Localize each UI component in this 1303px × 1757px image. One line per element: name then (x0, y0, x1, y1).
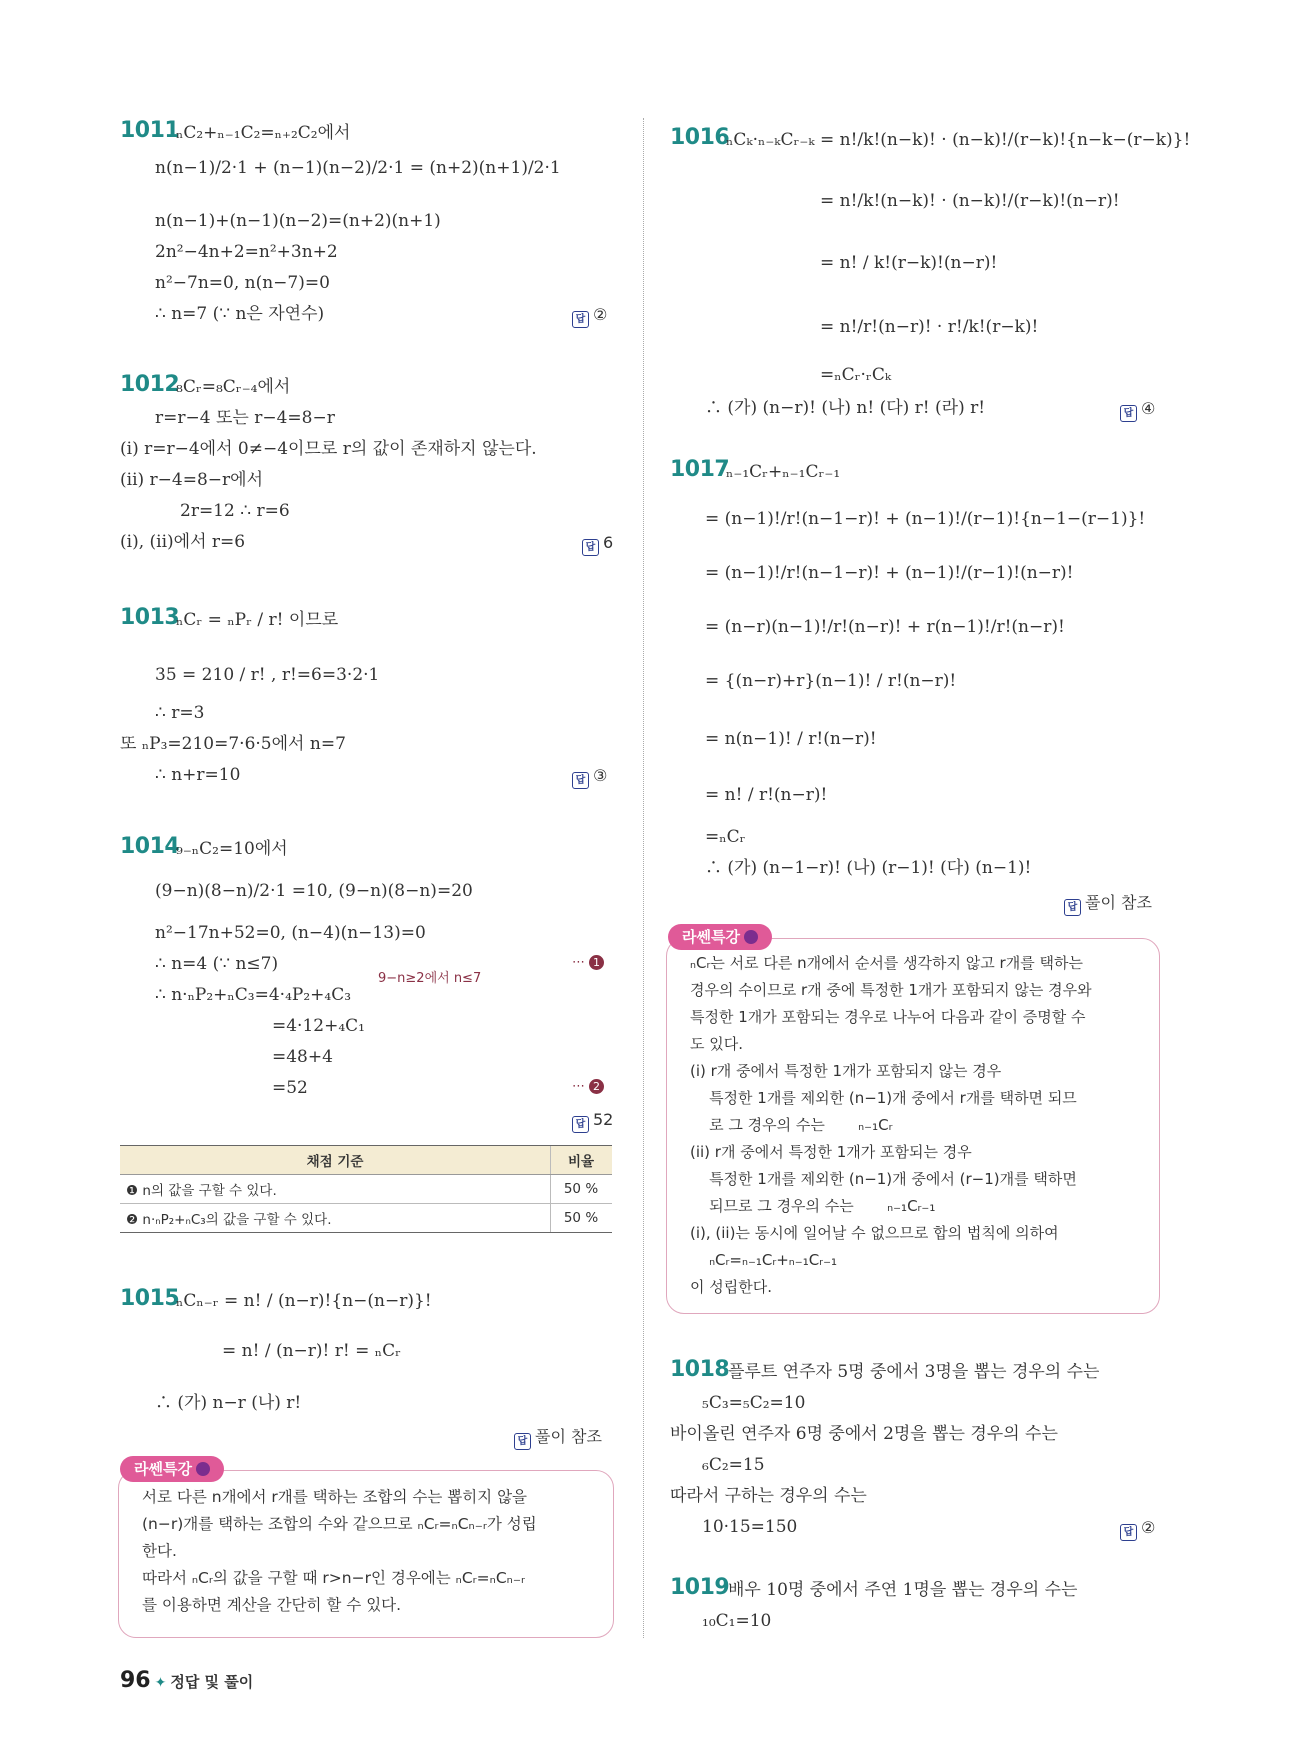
solution-line: = n! / r!(n−r)! (705, 785, 828, 805)
page-footer: 96 ✦ 정답 및 풀이 (120, 1668, 254, 1693)
solution-line: ∴ (가) (n−r)! (나) n! (다) r! (라) r! (705, 398, 986, 418)
answer-icon: 답 (572, 311, 589, 328)
step-marker-1: ⋯ 1 (572, 955, 604, 970)
solution-line: = n!/k!(n−k)! · (n−k)!/(r−k)!(n−r)! (820, 191, 1120, 211)
step-marker-2: ⋯ 2 (572, 1079, 604, 1094)
grading-header-ratio: 비율 (551, 1146, 613, 1175)
grading-header-criteria: 채점 기준 (120, 1146, 551, 1175)
solution-line: = (n−1)!/r!(n−1−r)! + (n−1)!/(r−1)!(n−r)! (705, 563, 1074, 583)
problem-number-1015: 1015 (120, 1286, 180, 1311)
lecture-tag-1: 라쎈특강 (120, 1456, 224, 1482)
solution-line: n²−7n=0, n(n−7)=0 (155, 273, 330, 293)
solution-line: ₉₋ₙC₂=10에서 (176, 839, 288, 859)
solution-line: (i) r=r−4에서 0≠−4이므로 r의 값이 존재하지 않는다. (120, 439, 537, 459)
solution-line: ∴ n=7 (∵ n은 자연수) (155, 304, 325, 324)
lecture-text-2: ₙCᵣ는 서로 다른 n개에서 순서를 생각하지 않고 r개를 택하는 경우의 수이므로 r개 중에 특정한 1개가 포함되지 않는 경우와 특정한 1개가 포함되는 경우로 나누어 다음과 같이 증명할 수 도 있다. (i) r개 중에서 특정한 1개가 포함되지 않는 경우 특정한 1개를 제외한 (n−1)개 중에서 r개를 택하면 되므 로 그 경우의 수는 ₙ₋₁Cᵣ (ii) r개 중에서 특정한 1개가 포함되는 경우 특정한 1개를 제외한 (n−1)개 중에서 (r−1)개를 택하면 되므로 그 경우의 수는 ₙ₋₁Cᵣ₋₁ (i), (ii)는 동시에 일어날 수 없으므로 합의 법칙에 의하여 ₙCᵣ=ₙ₋₁Cᵣ+ₙ₋₁Cᵣ₋₁ 이 성립한다. (690, 954, 1092, 1296)
answer-icon: 답 (1120, 405, 1137, 422)
solution-line: ∴ r=3 (155, 703, 205, 723)
solution-line: ₅C₃=₅C₂=10 (702, 1393, 806, 1413)
grading-table (120, 1145, 612, 1233)
lecture-tag-2: 라쎈특강 (668, 924, 772, 950)
solution-line: r=r−4 또는 r−4=8−r (155, 408, 335, 428)
solution-line: ∴ n=4 (∵ n≤7) (155, 954, 279, 974)
problem-number-1011: 1011 (120, 118, 180, 143)
solution-line: 또 ₙP₃=210=7·6·5에서 n=7 (120, 734, 346, 754)
solution-line: n²−17n+52=0, (n−4)(n−13)=0 (155, 923, 426, 943)
problem-number-1013: 1013 (120, 605, 180, 630)
solution-line: = (n−1)!/r!(n−1−r)! + (n−1)!/(r−1)!{n−1−(r−1)}! (705, 509, 1146, 529)
solution-line: (9−n)(8−n)/2·1 =10, (9−n)(8−n)=20 (155, 881, 473, 901)
table-row: ❶ n의 값을 구할 수 있다. 50 % (120, 1175, 612, 1204)
solution-line: n(n−1)/2·1 + (n−1)(n−2)/2·1 = (n+2)(n+1)/2·1 (155, 158, 561, 178)
solution-line: ∴ n·ₙP₂+ₙC₃=4·₄P₂+₄C₃ (155, 985, 352, 1005)
answer-1014: 답 52 (572, 1110, 613, 1133)
solution-line: = n! / (n−r)! r! = ₙCᵣ (222, 1341, 402, 1361)
footer-label: 정답 및 풀이 (170, 1673, 254, 1691)
lecture-text-1: 서로 다른 n개에서 r개를 택하는 조합의 수는 뽑히지 않을 (n−r)개를 택하는 조합의 수와 같으므로 ₙCᵣ=ₙCₙ₋ᵣ가 성립 한다. 따라서 ₙCᵣ의 값을 구할 때 r>n−r인 경우에는 ₙCᵣ=ₙCₙ₋ᵣ 를 이용하면 계산을 간단히 할 수 있다. (142, 1488, 537, 1614)
solution-line: n(n−1)+(n−1)(n−2)=(n+2)(n+1) (155, 211, 441, 231)
solution-line: (ii) r−4=8−r에서 (120, 470, 264, 490)
column-divider (643, 118, 644, 1638)
solution-line: ₙCᵣ = ₙPᵣ / r! 이므로 (176, 610, 339, 630)
problem-number-1016: 1016 (670, 125, 730, 150)
solution-line: ∴ (가) n−r (나) r! (155, 1393, 302, 1413)
solution-line: = n! / k!(r−k)!(n−r)! (820, 253, 998, 273)
solution-line: =ₙCᵣ·ᵣCₖ (820, 365, 892, 385)
answer-1013: 답 ③ (572, 766, 607, 789)
answer-1011: 답 ② (572, 305, 607, 328)
answer-icon: 답 (514, 1433, 531, 1450)
answer-1015: 답 풀이 참조 (514, 1424, 602, 1450)
solution-line: =ₙCᵣ (705, 827, 746, 847)
solution-line: ₙC₂+ₙ₋₁C₂=ₙ₊₂C₂에서 (176, 123, 351, 143)
solution-line: (i), (ii)에서 r=6 (120, 532, 246, 552)
solution-line: 따라서 구하는 경우의 수는 (670, 1486, 867, 1506)
solution-line: =52 (272, 1078, 308, 1098)
solution-line: = n!/r!(n−r)! · r!/k!(r−k)! (820, 317, 1039, 337)
solution-line: ₙCₙ₋ᵣ = n! / (n−r)!{n−(n−r)}! (176, 1291, 432, 1311)
problem-number-1017: 1017 (670, 457, 730, 482)
solution-line: 배우 10명 중에서 주연 1명을 뽑는 경우의 수는 (728, 1580, 1078, 1600)
solution-line: =4·12+₄C₁ (272, 1016, 365, 1036)
solution-line: ₈Cᵣ=₈Cᵣ₋₄에서 (176, 377, 291, 397)
answer-icon: 답 (1120, 1524, 1137, 1541)
condition-note: 9−n≥2에서 n≤7 (378, 971, 482, 986)
page-number: 96 (120, 1668, 151, 1693)
problem-number-1014: 1014 (120, 834, 180, 859)
table-row: ❷ n·ₙP₂+ₙC₃의 값을 구할 수 있다. 50 % (120, 1204, 612, 1233)
answer-icon: 답 (1064, 899, 1081, 916)
solution-line: 바이올린 연주자 6명 중에서 2명을 뽑는 경우의 수는 (670, 1424, 1058, 1444)
answer-1012: 답 6 (582, 533, 613, 556)
solution-line: 10·15=150 (702, 1517, 798, 1537)
answer-icon: 답 (572, 772, 589, 789)
problem-number-1019: 1019 (670, 1575, 730, 1600)
solution-line: ∴ (가) (n−1−r)! (나) (r−1)! (다) (n−1)! (705, 858, 1032, 878)
solution-line: ₆C₂=15 (702, 1455, 765, 1475)
problem-number-1012: 1012 (120, 372, 180, 397)
solution-line: ∴ n+r=10 (155, 765, 241, 785)
problem-number-1018: 1018 (670, 1357, 730, 1382)
solution-line: ₙ₋₁Cᵣ+ₙ₋₁Cᵣ₋₁ (726, 462, 841, 482)
answer-1017: 답 풀이 참조 (1064, 890, 1152, 916)
solution-line: = (n−r)(n−1)!/r!(n−r)! + r(n−1)!/r!(n−r)! (705, 617, 1065, 637)
answer-1018: 답 ② (1120, 1518, 1155, 1541)
solution-line: =48+4 (272, 1047, 333, 1067)
solution-line: 35 = 210 / r! , r!=6=3·2·1 (155, 665, 380, 685)
answer-1016: 답 ④ (1120, 399, 1155, 422)
solution-line: ₁₀C₁=10 (702, 1611, 772, 1631)
solution-line: = {(n−r)+r}(n−1)! / r!(n−r)! (705, 671, 957, 691)
solution-line: = n(n−1)! / r!(n−r)! (705, 729, 877, 749)
solution-line: 2n²−4n+2=n²+3n+2 (155, 242, 338, 262)
solution-line: 플루트 연주자 5명 중에서 3명을 뽑는 경우의 수는 (728, 1362, 1100, 1382)
answer-icon: 답 (582, 539, 599, 556)
solution-line: 2r=12 ∴ r=6 (180, 501, 290, 521)
solution-line: ₙCₖ·ₙ₋ₖCᵣ₋ₖ = n!/k!(n−k)! · (n−k)!/(r−k)!{n−k−(r−k)}! (726, 130, 1191, 150)
answer-icon: 답 (572, 1116, 589, 1133)
